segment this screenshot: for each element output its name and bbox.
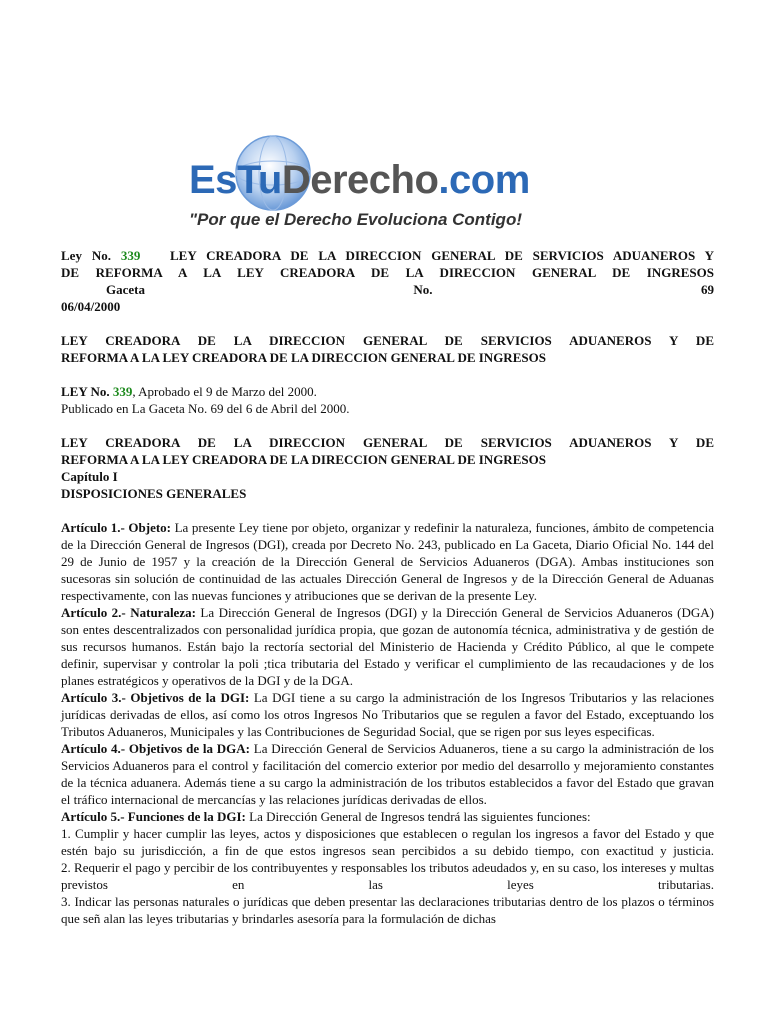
- article-3: Artículo 3.- Objetivos de la DGI: La DGI tiene a su cargo la administración de los Ingresos Tributarios y las relaciones jurídicas derivadas de ellos, así como los otros Ingresos No Tributarios que se regulen a favor del Estado, exceptuando los Tributos Aduaneros, Municipales y las Contribuciones de Seguridad Social, que se rigen por sus leyes especificas.: [61, 690, 715, 739]
- header-block: Ley No. 339 LEY CREADORA DE LA DIRECCION GENERAL DE SERVICIOS ADUANEROS Y DE REFORMA A LA LEY CREADORA DE LA DIRECCION GENERAL DE INGRESOS Gaceta No. 69 06/04/2000: [61, 248, 715, 314]
- chapter-heading: LEY CREADORA DE LA DIRECCION GENERAL DE SERVICIOS ADUANEROS Y DE REFORMA A LA LEY CREADORA DE LA DIRECCION GENERAL DE INGRESOS Capítulo I DISPOSICIONES GENERALES: [61, 435, 714, 501]
- articles: [61, 519, 714, 927]
- article-1: Artículo 1.- Objeto: La presente Ley tiene por objeto, organizar y redefinir la naturaleza, funciones, ámbito de competencia de la Dirección General de Ingresos (DGI), creada por Decreto No. 243, publicado en La Gaceta, Diario Oficial No. 144 del 29 de Junio de 1957 y la creación de la Dirección General de Servicios Aduaneros (DGA). Ambas instituciones son sucesoras sin solución de continuidad de las actuales Dirección General de Ingresos y de la Dirección General de Aduanas respectivamente, con las nuevas funciones y atribuciones que se derivan de la presente Ley.: [61, 520, 714, 603]
- logo-wordmark: EsTuDerecho.com: [189, 158, 530, 202]
- header-date: 06/04/2000: [61, 299, 121, 314]
- article-2: Artículo 2.- Naturaleza: La Dirección General de Ingresos (DGI) y la Dirección General de Servicios Aduaneros (DGA) son entes descentralizados con personalidad jurídica propia, que gozan de autonomía técnica, administrativa y de gestión de sus recursos humanos. Están bajo la rectoría sectorial del Ministerio de Hacienda y Crédito Público, al que le compete definir, supervisar y controlar la poli ;tica tributaria del Estado y verificar el cumplimiento de las recaudaciones y de los planes estratégicos y operativos de la DGI y de la DGA.: [61, 605, 714, 688]
- function-2: 2. Requerir el pago y percibir de los contribuyentes y responsables los tributos adeudados y, en su caso, los intereses y multas previstos en las leyes tributarias.: [61, 860, 714, 892]
- law-title: LEY CREADORA DE LA DIRECCION GENERAL DE SERVICIOS ADUANEROS Y DE REFORMA A LA LEY CREADORA DE LA DIRECCION GENERAL DE INGRESOS: [61, 333, 714, 365]
- function-1: 1. Cumplir y hacer cumplir las leyes, actos y disposiciones que establecen o regulan los ingresos a favor del Estado y que estén bajo su jurisdicción, a fin de que estos ingresos sean percibidos a su debido tiempo, con exactitud y justicia.: [61, 826, 714, 858]
- article-4: Artículo 4.- Objetivos de la DGA: La Dirección General de Servicios Aduaneros, tiene a su cargo la administración de los Servicios Aduaneros para el control y facilitación del comercio exterior por medio del desarrollo y mejoramiento constantes de la técnica aduanera. Además tiene a su cargo la administración de los tributos establecidos a favor del Estado que gravan el tráfico internacional de mercancías y las relaciones jurídicas derivadas de ellos.: [61, 741, 714, 807]
- logo-slogan: "Por que el Derecho Evoluciona Contigo!: [189, 210, 522, 229]
- function-3: 3. Indicar las personas naturales o jurídicas que deben presentar las declaraciones tributarias dentro de los plazos o términos que señ alan las leyes tributarias y brindarles asesoría para la formulación de dichas: [61, 894, 714, 926]
- article-5: Artículo 5.- Funciones de la DGI: La Dirección General de Ingresos tendrá las siguientes funciones:: [61, 809, 591, 824]
- document-body: [61, 247, 714, 927]
- estuderecho-logo: [185, 135, 615, 235]
- approval-info: LEY No. 339, Aprobado el 9 de Marzo del 2000. Publicado en La Gaceta No. 69 del 6 de Abril del 2000.: [61, 384, 350, 416]
